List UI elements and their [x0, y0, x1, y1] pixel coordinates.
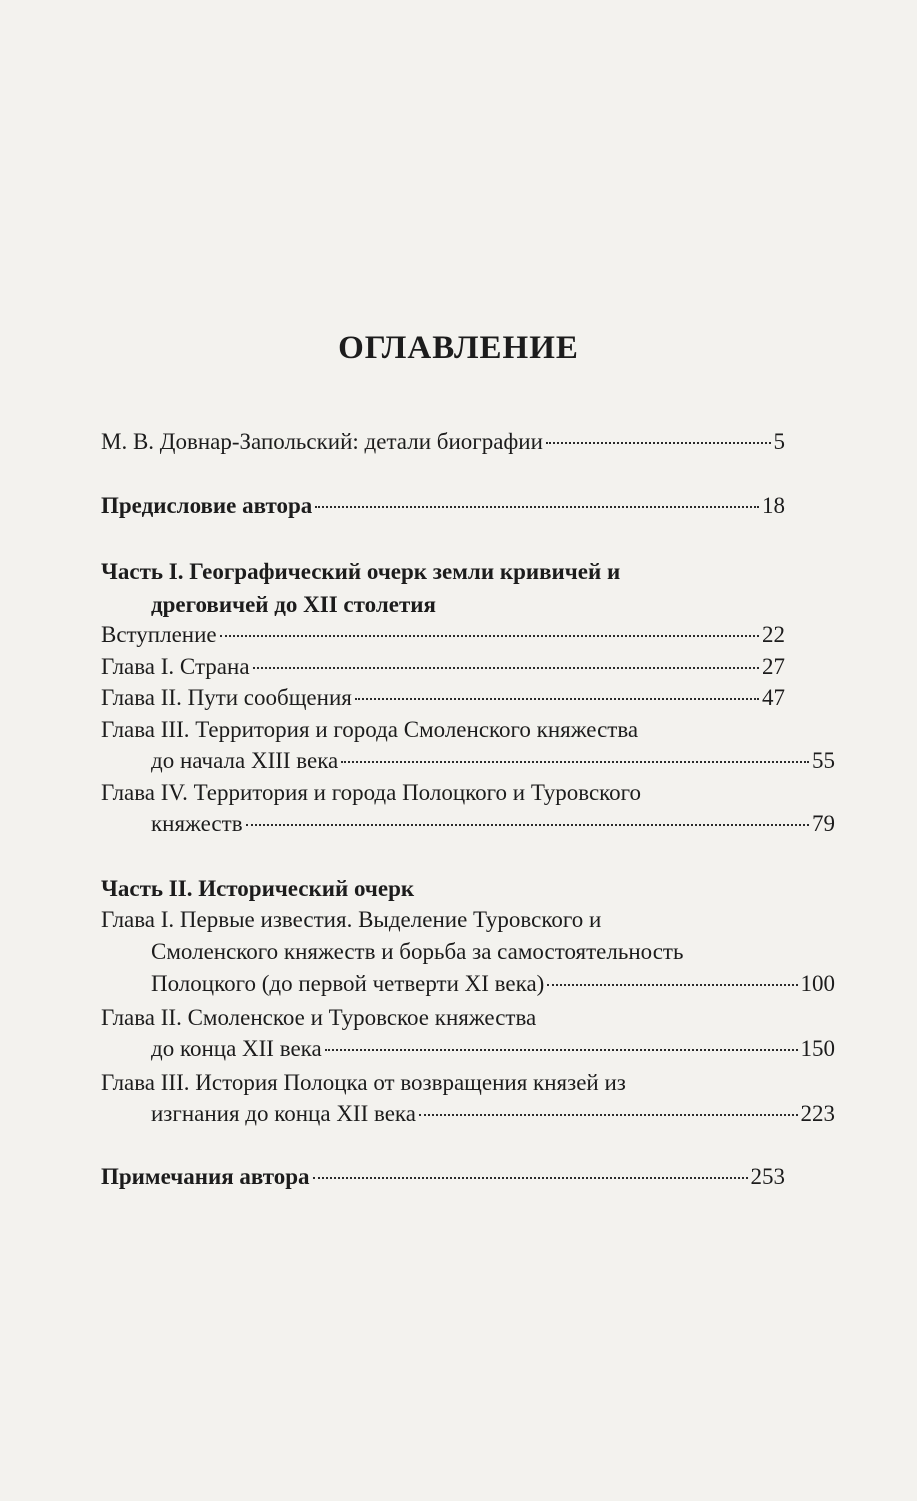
toc-entry-biography: [101, 427, 785, 457]
toc-page-number: 253: [750, 1164, 785, 1189]
toc-entry-part2-chapter-1-cont: [101, 937, 835, 967]
toc-page-number: 79: [812, 811, 835, 836]
leader-dots: [419, 1114, 798, 1116]
toc-entry-notes: [101, 1162, 785, 1192]
toc-entry-chapter-4-cont: [101, 809, 835, 839]
toc-entry-part2-chapter-1: [101, 905, 785, 935]
toc-entry-label: до конца XII века: [151, 1036, 322, 1061]
leader-dots: [355, 698, 759, 700]
toc-page-number: 223: [800, 1101, 835, 1126]
toc-page-number: 22: [762, 622, 785, 647]
toc-page-number: 27: [762, 654, 785, 679]
toc-entry-chapter-3: [101, 715, 785, 745]
leader-dots: [246, 824, 809, 826]
toc-entry-chapter-1: [101, 652, 785, 682]
toc-entry-label: Глава I. Страна: [101, 654, 250, 679]
toc-page-number: 55: [812, 748, 835, 773]
leader-dots: [220, 635, 759, 637]
toc-part-2-heading: [101, 874, 785, 904]
page-title: ОГЛАВЛЕНИЕ: [338, 330, 579, 366]
toc-entry-label: Часть I. Географический очерк земли кривичей и: [101, 559, 621, 584]
leader-dots: [253, 667, 759, 669]
toc-entry-label: Смоленского княжеств и борьба за самостоятельность: [151, 939, 684, 964]
leader-dots: [547, 984, 797, 986]
toc-entry-label: дреговичей до XII столетия: [151, 592, 436, 617]
toc-entry-part2-chapter-3-cont: [101, 1099, 835, 1129]
toc-entry-label: Примечания автора: [101, 1164, 310, 1189]
toc-page-number: 100: [800, 971, 835, 996]
leader-dots: [546, 442, 771, 444]
toc-entry-label: княжеств: [151, 811, 243, 836]
toc-entry-label: Полоцкого (до первой четверти XI века): [151, 971, 545, 996]
leader-dots: [341, 761, 809, 763]
leader-dots: [315, 506, 759, 508]
toc-page-number: 5: [773, 429, 785, 454]
toc-entry-label: Глава II. Пути сообщения: [101, 685, 352, 710]
toc-entry-label: Предисловие автора: [101, 493, 313, 518]
toc-entry-label: Глава III. Территория и города Смоленского княжества: [101, 717, 639, 742]
toc-entry-part2-chapter-2-cont: [101, 1034, 835, 1064]
toc-entry-label: Глава IV. Территория и города Полоцкого и Туровского: [101, 780, 642, 805]
toc-entry-label: Часть II. Исторический очерк: [101, 876, 415, 901]
toc-entry-label: Глава II. Смоленское и Туровское княжества: [101, 1005, 537, 1030]
toc-entry-preface: [101, 491, 785, 521]
toc-entry-chapter-4: [101, 778, 785, 808]
toc-entry-intro: [101, 620, 785, 650]
toc-page-number: 150: [800, 1036, 835, 1061]
toc-entry-label: Вступление: [101, 622, 217, 647]
leader-dots: [313, 1177, 748, 1179]
toc-page-number: 47: [762, 685, 785, 710]
toc-entry-label: М. В. Довнар-Запольский: детали биографии: [101, 429, 543, 454]
toc-entry-label: до начала XIII века: [151, 748, 339, 773]
toc-entry-part2-chapter-2: [101, 1003, 785, 1033]
leader-dots: [325, 1049, 798, 1051]
toc-page-number: 18: [762, 493, 785, 518]
toc-part-1-heading: [101, 557, 785, 587]
toc-entry-chapter-2: [101, 683, 785, 713]
toc-entry-chapter-3-cont: [101, 746, 835, 776]
toc-part-1-heading-cont: [101, 590, 835, 620]
toc-entry-part2-chapter-1-cont2: [101, 969, 835, 999]
toc-entry-label: Глава I. Первые известия. Выделение Туровского и: [101, 907, 602, 932]
toc-entry-part2-chapter-3: [101, 1068, 785, 1098]
toc-entry-label: изгнания до конца XII века: [151, 1101, 416, 1126]
toc-entry-label: Глава III. История Полоцка от возвращения князей из: [101, 1070, 626, 1095]
